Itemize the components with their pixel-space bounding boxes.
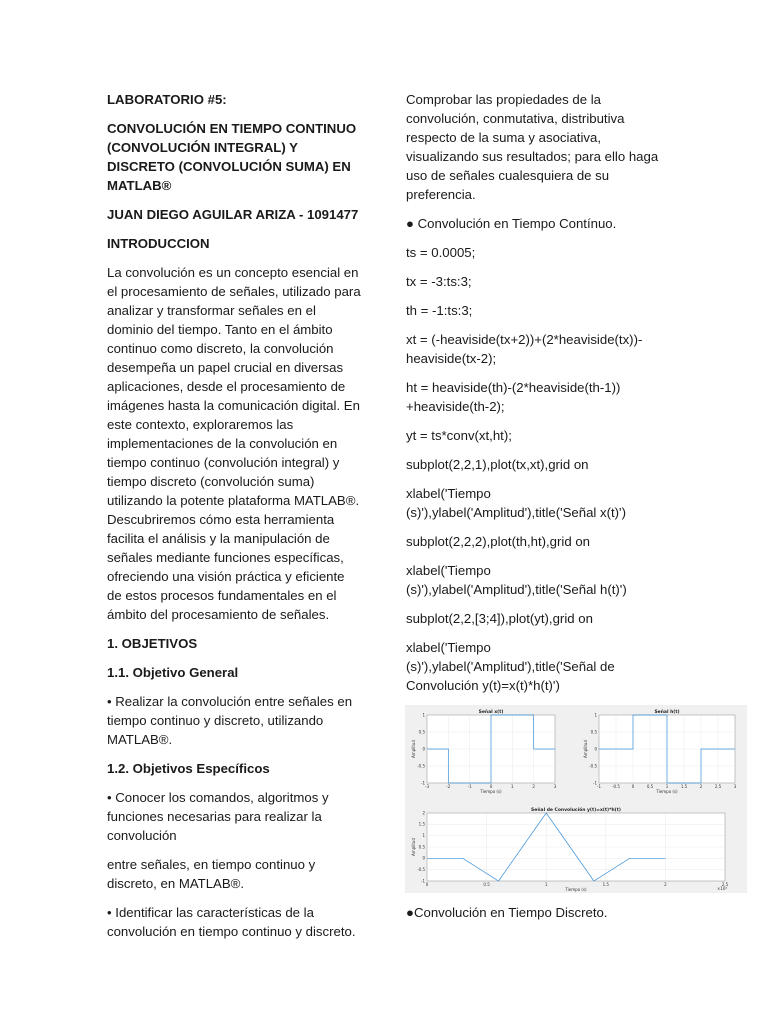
specific-objective-1: • Conocer los comandos, algoritmos y funciones necesarias para realizar la convolución (107, 790, 329, 843)
x-tick-label: 0.5 (646, 784, 654, 789)
x-tick-label: -0.5 (612, 784, 620, 789)
x-tick-label: 3 (733, 784, 737, 789)
plot-title: Señal de Convolución y(t)=x(t)*h(t) (531, 808, 621, 813)
code-line: subplot(2,2,2),plot(th,ht),grid on (406, 534, 590, 549)
x-tick-label: -1 (467, 784, 472, 789)
y-tick-label: 1 (422, 833, 425, 839)
lab-title: LABORATORIO #5: (107, 92, 227, 107)
y-tick-label: 0 (422, 855, 425, 861)
y-tick-label: -0.5 (589, 763, 597, 769)
y-tick-label: 0.5 (418, 729, 425, 735)
y-tick-label: 1 (422, 712, 425, 718)
x-tick-label: -3 (425, 784, 429, 789)
y-tick-label: 1 (594, 712, 597, 718)
x-tick-label: -1 (597, 784, 601, 789)
specific-objective-2: • Identificar las características de la convolución en tiempo continuo y discreto. (107, 905, 356, 939)
y-tick-label: -1 (421, 878, 425, 884)
y-axis-label: Amplitud (583, 739, 588, 759)
x-axis-label: Tiempo (s) (656, 789, 678, 794)
code-line: ht = heaviside(th)-(2*heaviside(th-1)) +heaviside(th-2); (406, 380, 621, 414)
right-intro-paragraph: Comprobar las propiedades de la convolución, conmutativa, distributiva respecto de la suma y asociativa, visualizando sus resultados; para ello haga uso de señales cualesquiera de su preferencia. (406, 92, 659, 202)
y-tick-label: 0 (594, 746, 597, 752)
code-line: th = -1:ts:3; (406, 303, 473, 318)
y-tick-label: 0 (422, 746, 425, 752)
specific-objectives-heading: 1.2. Objetivos Específicos (107, 761, 270, 776)
x-tick-label: 1.5 (602, 882, 609, 887)
x-tick-label: 0 (631, 784, 635, 789)
x-tick-label: 1.5 (680, 784, 688, 789)
code-line: xlabel('Tiempo (s)'),ylabel('Amplitud'),title('Señal h(t)') (406, 563, 627, 597)
x-tick-label: 2 (532, 784, 535, 789)
code-line: xt = (-heaviside(tx+2))+(2*heaviside(tx))-heaviside(tx-2); (406, 332, 643, 366)
x-axis-label: Tiempo (s) (565, 887, 587, 892)
x-tick-label: 2.5 (721, 882, 729, 887)
matlab-figure (405, 705, 747, 893)
y-tick-label: 1.5 (418, 821, 425, 827)
code-line: yt = ts*conv(xt,ht); (406, 428, 512, 443)
intro-heading: INTRODUCCION (107, 236, 210, 251)
convolution-figure-svg (405, 705, 747, 893)
continuous-heading: ● Convolución en Tiempo Contínuo. (406, 216, 617, 231)
y-axis-label: Amplitud (411, 739, 416, 759)
x-exponent-label: ×10⁴ (716, 886, 727, 891)
x-tick-label: 2 (664, 882, 667, 887)
x-tick-label: 1 (665, 784, 669, 789)
specific-objective-1-cont: entre señales, en tiempo continuo y discreto, en MATLAB®. (107, 857, 316, 891)
x-tick-label: -2 (446, 784, 451, 789)
code-line: ts = 0.0005; (406, 245, 476, 260)
x-tick-label: 2.5 (714, 784, 722, 789)
x-tick-label: 0.5 (483, 882, 490, 887)
right-column (406, 90, 737, 932)
code-line: xlabel('Tiempo (s)'),ylabel('Amplitud'),title('Señal x(t)') (406, 486, 626, 520)
author-line: JUAN DIEGO AGUILAR ARIZA - 1091477 (107, 207, 359, 222)
code-line: tx = -3:ts:3; (406, 274, 472, 289)
code-line: subplot(2,2,1),plot(tx,xt),grid on (406, 457, 589, 472)
code-line: xlabel('Tiempo (s)'),ylabel('Amplitud'),title('Señal de Convolución y(t)=x(t)*h(t)') (406, 640, 615, 693)
general-objective-heading: 1.1. Objetivo General (107, 665, 239, 680)
left-column (107, 90, 361, 951)
general-objective-text: • Realizar la convolución entre señales en tiempo continuo y discreto, utilizando MATLAB®. (107, 694, 353, 747)
y-tick-label: 0.5 (590, 729, 597, 735)
x-tick-label: 2 (699, 784, 703, 789)
y-tick-label: -0.5 (417, 763, 425, 769)
y-tick-label: 2 (422, 810, 425, 816)
y-tick-label: -1 (593, 780, 597, 786)
objectives-heading: 1. OBJETIVOS (107, 636, 198, 651)
y-tick-label: -1 (421, 780, 425, 786)
discrete-heading: ●Convolución en Tiempo Discreto. (406, 905, 608, 920)
y-tick-label: -0.5 (417, 867, 425, 873)
plot-title: Señal x(t) (478, 710, 504, 715)
x-axis-label: Tiempo (s) (480, 789, 502, 794)
x-tick-label: 3 (553, 784, 557, 789)
y-axis-label: Amplitud (411, 837, 416, 857)
y-tick-label: 0.5 (418, 844, 425, 850)
x-tick-label: 0 (425, 882, 429, 887)
document-title: CONVOLUCIÓN EN TIEMPO CONTINUO (CONVOLUCIÓN INTEGRAL) Y DISCRETO (CONVOLUCIÓN SUMA) EN MATLAB® (107, 121, 357, 193)
intro-paragraph: La convolución es un concepto esencial en el procesamiento de señales, utilizado para analizar y transformar señales en el dominio del tiempo. Tanto en el ámbito continuo como discreto, la convolución desempeña un papel crucial en diversas aplicaciones, desde el procesamiento de imágenes hasta la comunicación digital. En este contexto, exploraremos las implementaciones de la convolución en tiempo continuo (convolución integral) y tiempo discreto (convolución suma) utilizando la potente plataforma MATLAB®. Descubriremos cómo esta herramienta facilita el análisis y la manipulación de señales mediante funciones específicas, ofreciendo una visión práctica y eficiente de estos procesos fundamentales en el ámbito del procesamiento de señales. (107, 265, 361, 622)
x-tick-label: 1 (511, 784, 514, 789)
plot-title: Señal h(t) (654, 710, 680, 715)
x-tick-label: 0 (489, 784, 493, 789)
x-tick-label: 1 (544, 882, 548, 887)
code-line: subplot(2,2,[3;4]),plot(yt),grid on (406, 611, 593, 626)
